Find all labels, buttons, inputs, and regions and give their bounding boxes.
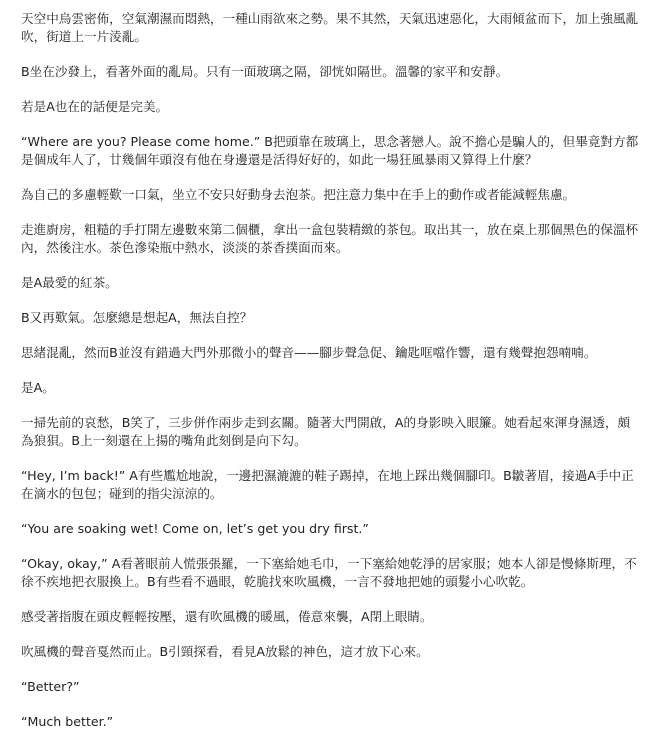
paragraph: 吹風機的聲音戛然而止。B引頸探看，看見A放鬆的神色，這才放下心來。	[21, 644, 429, 659]
paragraph: “Much better.”	[21, 714, 114, 729]
paragraph: “Okay, okay,” A看著眼前人慌張張羅，一下塞給她毛巾，一下塞給她乾淨的居家服；她本人卻是慢條斯理，不徐不疾地把衣服換上。B有些看不過眼，乾脆找來吹風機，一言不發地把她的頭髮小心吹乾。	[21, 556, 637, 589]
paragraph: “Better?”	[21, 679, 80, 694]
paragraph: B又再歎氣。怎麼總是想起A，無法自控？	[21, 310, 253, 325]
paragraph: 是A最愛的紅茶。	[21, 275, 118, 290]
paragraph: “Where are you? Please come home.” B把頭靠在玻璃上，思念著戀人。說不擔心是騙人的，但畢竟對方都是個成年人了，廿幾個年頭沒有他在身邊還是活得好好的，如此一場狂風暴雨又算得上什麼？	[21, 134, 639, 167]
paragraph: 感受著指腹在頭皮輕輕按壓，還有吹風機的暖風，倦意來襲，A閉上眼睛。	[21, 609, 433, 624]
paragraph: 為自己的多慮輕歎一口氣，坐立不安只好動身去泡茶。把注意力集中在手上的動作或者能減輕焦慮。	[21, 187, 576, 202]
paragraph: 走進廚房，粗糙的手打開左邊數來第二個櫃，拿出一盒包裝精緻的茶包。取出其一，放在桌上那個黑色的保溫杯內，然後注水。茶色滲染瓶中熱水，淡淡的茶香撲面而來。	[21, 222, 639, 255]
paragraph: “You are soaking wet! Come on, let’s get you dry first.”	[21, 521, 369, 536]
paragraph: 若是A也在的話便是完美。	[21, 99, 169, 114]
paragraph: 一掃先前的哀愁，B笑了，三步併作兩步走到玄關。隨著大門開啟，A的身影映入眼簾。她看起來渾身濕透，頗為狼狽。B上一刻還在上揚的嘴角此刻倒是向下勾。	[21, 415, 631, 448]
paragraph: 思緒混亂，然而B並沒有錯過大門外那微小的聲音——腳步聲急促、鑰匙哐噹作響，還有幾聲抱怨喃喃。	[21, 345, 597, 360]
paragraph: 天空中烏雲密佈，空氣潮濕而悶熱，一種山雨欲來之勢。果不其然，天氣迅速惡化，大雨傾盆而下，加上強風亂吹，街道上一片淩亂。	[21, 11, 639, 44]
paragraph: “Hey, I’m back!” A有些尷尬地說，一邊把濕漉漉的鞋子踢掉，在地上踩出幾個腳印。B皺著眉，接過A手中正在滴水的包包；碰到的指尖涼涼的。	[21, 468, 634, 501]
paragraph: B坐在沙發上，看著外面的亂局。只有一面玻璃之隔，卻恍如隔世。溫馨的家平和安靜。	[21, 64, 509, 79]
paragraph: 是A。	[21, 380, 55, 395]
